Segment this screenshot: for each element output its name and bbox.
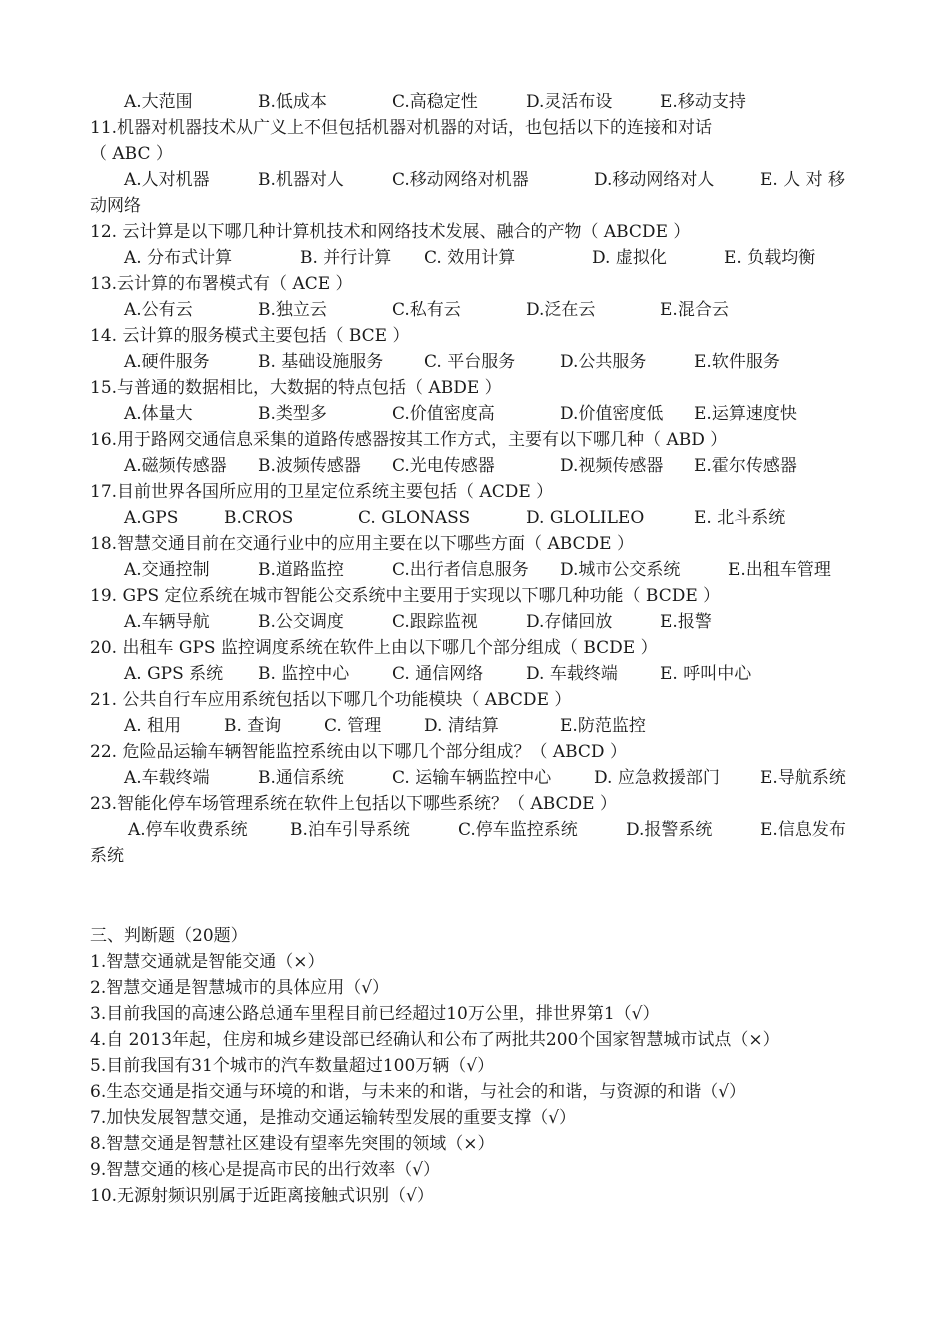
- option: C. 运输车辆监控中心: [392, 768, 552, 788]
- question-21: 21. 公共自行车应用系统包括以下哪几个功能模块（ ABCDE ）: [90, 690, 572, 710]
- option: A.大范围: [124, 92, 193, 112]
- question-13: 13.云计算的布署模式有（ ACE ）: [90, 274, 353, 294]
- option: A.体量大: [124, 404, 193, 424]
- option: D.城市公交系统: [560, 560, 681, 580]
- option: D.公共服务: [560, 352, 647, 372]
- option: C. 平台服务: [424, 352, 516, 372]
- judgment-item: 3.目前我国的高速公路总通车里程目前已经超过10万公里，排世界第1（√）: [90, 1004, 660, 1024]
- option: C.价值密度高: [392, 404, 495, 424]
- option: B.道路监控: [258, 560, 344, 580]
- question-16: 16.用于路网交通信息采集的道路传感器按其工作方式，主要有以下哪几种（ ABD ）: [90, 430, 728, 450]
- option: B.类型多: [258, 404, 327, 424]
- question-12: 12. 云计算是以下哪几种计算机技术和网络技术发展、融合的产物（ ABCDE ）: [90, 222, 691, 242]
- option: B.泊车引导系统: [290, 820, 410, 840]
- option: E.信息发布: [760, 820, 846, 840]
- question-22: 22. 危险品运输车辆智能监控系统由以下哪几个部分组成？（ ABCD ）: [90, 742, 627, 762]
- option: E.移动支持: [660, 92, 746, 112]
- option: C.出行者信息服务: [392, 560, 529, 580]
- option: E.混合云: [660, 300, 729, 320]
- option: D.价值密度低: [560, 404, 664, 424]
- option: A.人对机器: [124, 170, 210, 190]
- option: A. GPS 系统: [124, 664, 224, 684]
- judgment-item: 2.智慧交通是智慧城市的具体应用（√）: [90, 978, 390, 998]
- option: E.运算速度快: [694, 404, 797, 424]
- judgment-item: 6.生态交通是指交通与环境的和谐，与未来的和谐，与社会的和谐，与资源的和谐（√）: [90, 1082, 747, 1102]
- option: C.私有云: [392, 300, 461, 320]
- option: D. 车载终端: [526, 664, 618, 684]
- option: A. 租用: [124, 716, 182, 736]
- option: B.独立云: [258, 300, 327, 320]
- option: A.车载终端: [124, 768, 210, 788]
- q23-continuation: 系统: [90, 846, 124, 866]
- question-15: 15.与普通的数据相比，大数据的特点包括（ ABDE ）: [90, 378, 502, 398]
- question-14: 14. 云计算的服务模式主要包括（ BCE ）: [90, 326, 410, 346]
- option: B.低成本: [258, 92, 327, 112]
- option: E.出租车管理: [728, 560, 831, 580]
- option: C. GLONASS: [358, 508, 471, 528]
- option: C.高稳定性: [392, 92, 478, 112]
- option: A.停车收费系统: [128, 820, 248, 840]
- option: E.软件服务: [694, 352, 780, 372]
- option: C.移动网络对机器: [392, 170, 529, 190]
- question-20: 20. 出租车 GPS 监控调度系统在软件上由以下哪几个部分组成（ BCDE ）: [90, 638, 658, 658]
- option: E.报警: [660, 612, 712, 632]
- option: D. 清结算: [424, 716, 499, 736]
- option: A.硬件服务: [124, 352, 210, 372]
- option: C.停车监控系统: [458, 820, 578, 840]
- section-heading: 三、判断题（20题）: [90, 926, 248, 946]
- question-18: 18.智慧交通目前在交通行业中的应用主要在以下哪些方面（ ABCDE ）: [90, 534, 634, 554]
- question-19: 19. GPS 定位系统在城市智能公交系统中主要用于实现以下哪几种功能（ BCDE ）: [90, 586, 721, 606]
- option: D.存储回放: [526, 612, 613, 632]
- option: C. 管理: [324, 716, 382, 736]
- option: E.霍尔传感器: [694, 456, 797, 476]
- option: D. 应急救援部门: [594, 768, 720, 788]
- question-23: 23.智能化停车场管理系统在软件上包括以下哪些系统？（ ABCDE ）: [90, 794, 617, 814]
- judgment-item: 1.智慧交通就是智能交通（×）: [90, 952, 325, 972]
- option: D.泛在云: [526, 300, 596, 320]
- judgment-item: 5.目前我国有31个城市的汽车数量超过100万辆（√）: [90, 1056, 495, 1076]
- option: E.防范监控: [560, 716, 646, 736]
- option: C.光电传感器: [392, 456, 495, 476]
- option: A.交通控制: [124, 560, 210, 580]
- option: C.跟踪监视: [392, 612, 478, 632]
- option: B.公交调度: [258, 612, 344, 632]
- option: D.报警系统: [626, 820, 713, 840]
- option: D. GLOLILEO: [526, 508, 645, 528]
- option: C. 效用计算: [424, 248, 516, 268]
- question-11-answer: （ ABC ）: [90, 144, 173, 164]
- option: E. 负载均衡: [724, 248, 816, 268]
- judgment-item: 4.自 2013年起，住房和城乡建设部已经确认和公布了两批共200个国家智慧城市试点（×）: [90, 1030, 780, 1050]
- option: A.GPS: [124, 508, 179, 528]
- option: E. 呼叫中心: [660, 664, 752, 684]
- judgment-item: 10.无源射频识别属于近距离接触式识别（√）: [90, 1186, 434, 1206]
- option: E.导航系统: [760, 768, 846, 788]
- judgment-item: 7.加快发展智慧交通，是推动交通运输转型发展的重要支撑（√）: [90, 1108, 577, 1128]
- question-11: 11.机器对机器技术从广义上不但包括机器对机器的对话，也包括以下的连接和对话: [90, 118, 713, 138]
- option: A.磁频传感器: [124, 456, 227, 476]
- question-17: 17.目前世界各国所应用的卫星定位系统主要包括（ ACDE ）: [90, 482, 554, 502]
- option: D.移动网络对人: [594, 170, 715, 190]
- judgment-item: 9.智慧交通的核心是提高市民的出行效率（√）: [90, 1160, 441, 1180]
- option: B. 基础设施服务: [258, 352, 384, 372]
- option: B. 查询: [224, 716, 282, 736]
- option: E. 人 对 移: [760, 170, 846, 190]
- judgment-item: 8.智慧交通是智慧社区建设有望率先突围的领域（×）: [90, 1134, 495, 1154]
- option: B. 监控中心: [258, 664, 350, 684]
- option: D.视频传感器: [560, 456, 664, 476]
- option: A.车辆导航: [124, 612, 210, 632]
- option: B.波频传感器: [258, 456, 361, 476]
- option: B.通信系统: [258, 768, 344, 788]
- option: D.灵活布设: [526, 92, 613, 112]
- option: C. 通信网络: [392, 664, 484, 684]
- option: B.机器对人: [258, 170, 344, 190]
- option: E. 北斗系统: [694, 508, 786, 528]
- q11-continuation: 动网络: [90, 196, 141, 216]
- option: A. 分布式计算: [124, 248, 233, 268]
- option: A.公有云: [124, 300, 193, 320]
- option: B.CROS: [224, 508, 294, 528]
- option: D. 虚拟化: [592, 248, 667, 268]
- option: B. 并行计算: [300, 248, 392, 268]
